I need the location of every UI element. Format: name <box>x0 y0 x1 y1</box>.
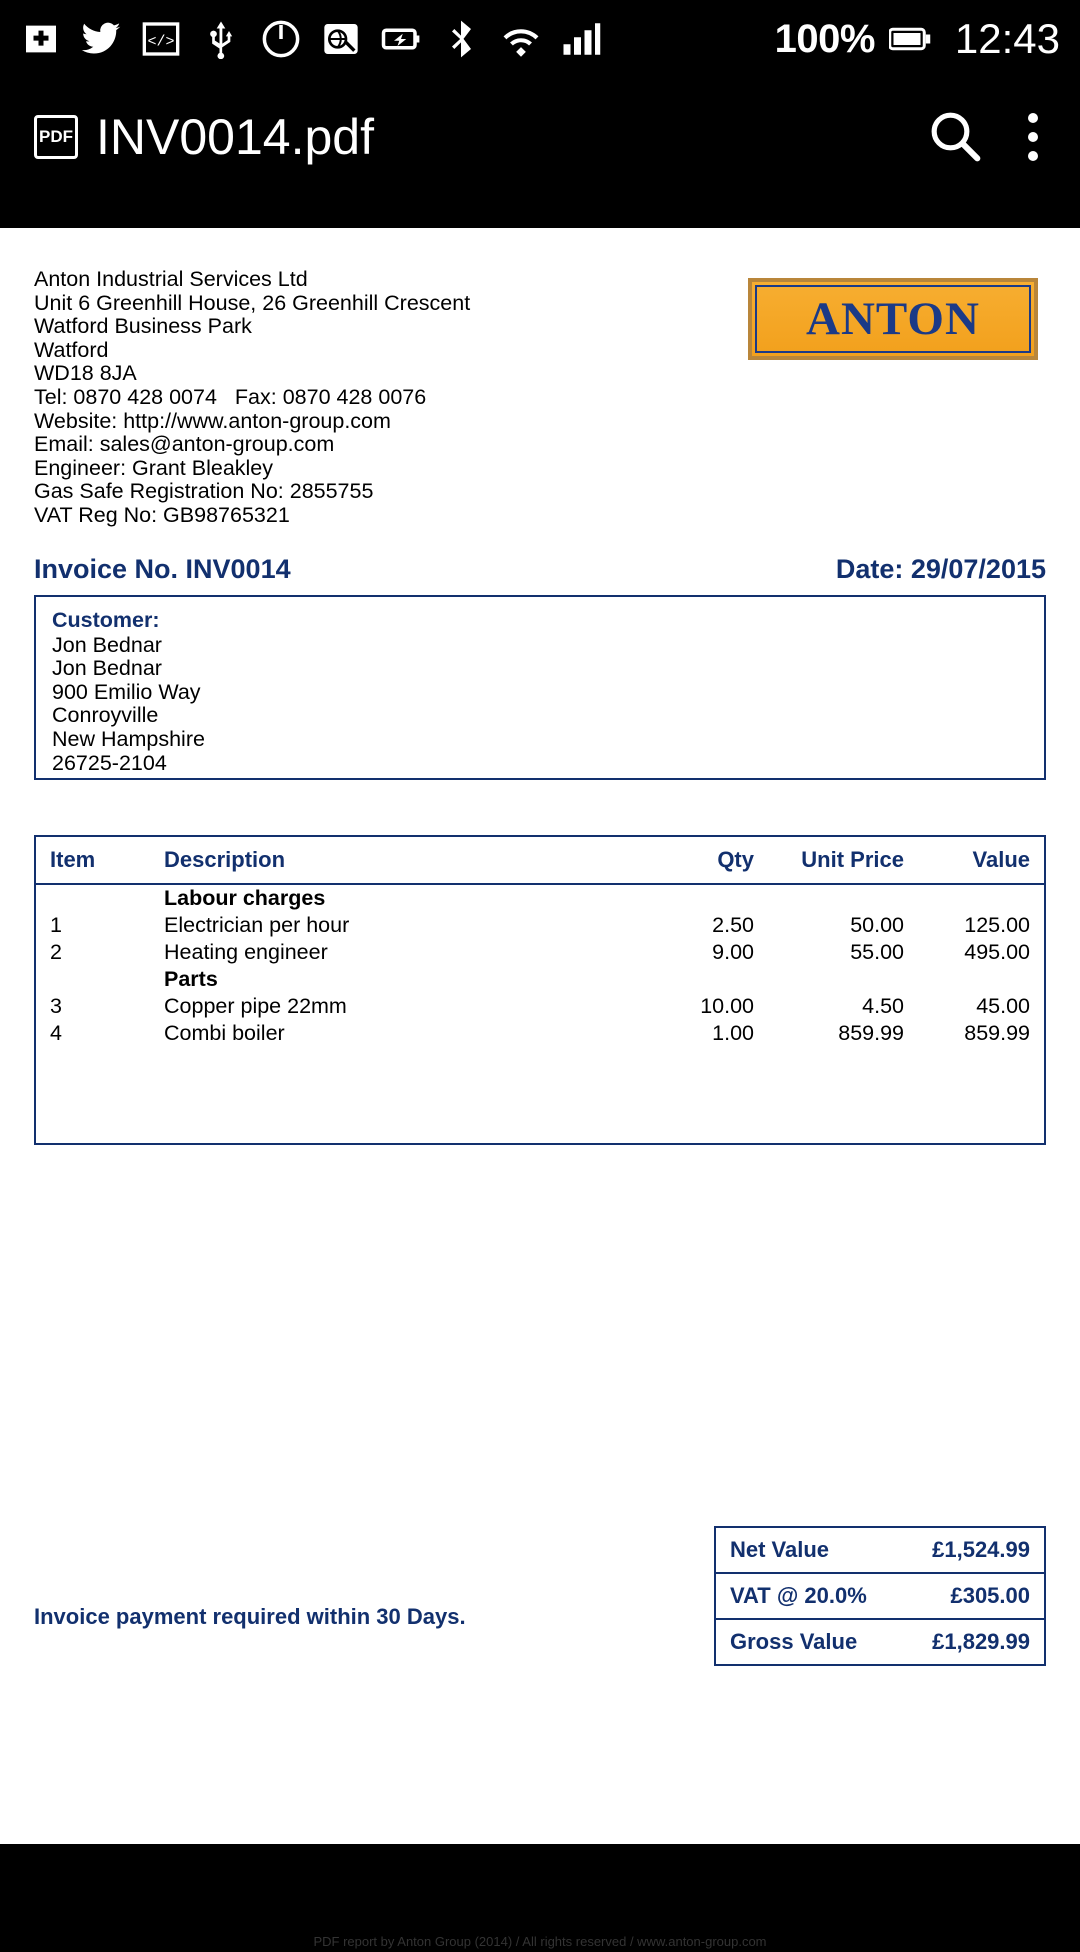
cell-unit-price: 55.00 <box>850 939 904 964</box>
cell-unit-price <box>754 966 910 993</box>
customer-box <box>34 595 1046 780</box>
customer-line: Jon Bednar <box>52 656 162 681</box>
cell-description: Electrician per hour <box>164 912 350 937</box>
cell-item: 4 <box>50 1020 62 1045</box>
total-label: VAT @ 20.0% <box>730 1583 867 1608</box>
cell-qty <box>634 966 754 993</box>
company-postcode: WD18 8JA <box>34 361 137 386</box>
cell-description: Labour charges <box>164 885 326 910</box>
svg-text:</>: </> <box>147 33 175 51</box>
page-title: INV0014.pdf <box>96 109 374 165</box>
overflow-dot-1 <box>1028 113 1038 123</box>
document-header <box>34 268 1046 528</box>
col-header-item: Item <box>50 846 96 872</box>
total-row-gross <box>714 1618 1046 1666</box>
status-bar <box>0 0 1080 78</box>
company-fax: Fax: 0870 428 0076 <box>234 384 427 409</box>
customer-line: 900 Emilio Way <box>52 679 201 704</box>
battery-percent: 100% <box>774 16 875 61</box>
cell-description: Combi boiler <box>164 1020 285 1045</box>
cell-unit-price: 50.00 <box>850 912 904 937</box>
cell-value: 125.00 <box>964 912 1030 937</box>
total-row-net <box>714 1526 1046 1574</box>
cell-unit-price <box>754 884 910 912</box>
twitter-icon <box>80 18 122 60</box>
totals-block <box>714 1528 1046 1666</box>
cell-item: 1 <box>50 912 62 937</box>
battery-full-icon <box>889 18 931 60</box>
app-bar <box>0 78 1080 196</box>
overflow-dot-3 <box>1028 151 1038 161</box>
total-value: £1,829.99 <box>932 1629 1030 1654</box>
customer-line: Jon Bednar <box>52 632 162 657</box>
payment-terms: Invoice payment required within 30 Days. <box>34 1604 466 1629</box>
company-tel: Tel: 0870 428 0074 <box>34 384 217 409</box>
company-vat-reg: VAT Reg No: GB98765321 <box>34 502 290 527</box>
logo-text: ANTON <box>806 293 980 345</box>
cell-description: Parts <box>164 966 218 991</box>
cell-description: Heating engineer <box>164 939 328 964</box>
cell-value <box>910 966 1044 993</box>
col-header-value: Value <box>972 846 1030 872</box>
cell-unit-price: 859.99 <box>838 1020 904 1045</box>
invoice-number: Invoice No. INV0014 <box>34 553 291 584</box>
line-items-table <box>34 835 1046 1145</box>
globe-alert-icon <box>320 18 362 60</box>
cell-unit-price: 4.50 <box>862 993 904 1018</box>
cell-item: 3 <box>50 993 62 1018</box>
cell-value: 495.00 <box>964 939 1030 964</box>
document-footer: PDF report by Anton Group (2014) / All rights reserved / www.anton-group.com <box>313 1934 767 1949</box>
cell-qty: 10.00 <box>700 993 754 1018</box>
table-row <box>36 993 1044 1020</box>
company-address-1: Unit 6 Greenhill House, 26 Greenhill Crescent <box>34 290 471 315</box>
appbar-divider <box>0 196 1080 228</box>
company-website: Website: http://www.anton-group.com <box>34 408 391 433</box>
customer-line: 26725-2104 <box>52 750 167 775</box>
overflow-dot-2 <box>1028 132 1038 142</box>
status-clock: 12:43 <box>954 15 1060 62</box>
cell-item <box>36 884 110 912</box>
cell-qty: 9.00 <box>712 939 754 964</box>
cell-value: 859.99 <box>964 1020 1030 1045</box>
company-address-3: Watford <box>34 337 109 362</box>
cell-value <box>910 884 1044 912</box>
anton-logo <box>748 278 1038 360</box>
cell-value: 45.00 <box>976 993 1030 1018</box>
first-aid-icon <box>20 18 62 60</box>
col-header-qty: Qty <box>717 846 754 872</box>
company-engineer: Engineer: Grant Bleakley <box>34 455 274 480</box>
total-row-vat <box>714 1572 1046 1620</box>
signal-icon <box>560 18 602 60</box>
customer-label: Customer: <box>52 607 160 632</box>
table-row <box>36 966 1044 993</box>
table-row <box>36 939 1044 966</box>
invoice-date: Date: 29/07/2015 <box>835 553 1046 584</box>
usb-icon <box>200 18 242 60</box>
sync-icon <box>260 18 302 60</box>
pdf-page[interactable] <box>0 228 1080 1949</box>
bluetooth-icon <box>440 18 482 60</box>
table-row <box>36 884 1044 912</box>
customer-line: New Hampshire <box>52 726 205 751</box>
status-right <box>775 15 1060 63</box>
status-icons <box>20 18 775 60</box>
col-header-description: Description <box>164 846 286 872</box>
cell-qty <box>634 884 754 912</box>
total-value: £1,524.99 <box>932 1537 1030 1562</box>
wifi-icon <box>500 18 542 60</box>
cell-description: Copper pipe 22mm <box>164 993 347 1018</box>
company-address-2: Watford Business Park <box>34 314 252 339</box>
company-name: Anton Industrial Services Ltd <box>34 267 308 291</box>
total-value: £305.00 <box>950 1583 1030 1608</box>
table-header-row <box>36 837 1044 884</box>
total-label: Net Value <box>730 1537 830 1562</box>
more-vertical-icon[interactable] <box>1028 113 1038 161</box>
company-gas-safe: Gas Safe Registration No: 2855755 <box>34 479 374 504</box>
table-row <box>36 1020 1044 1047</box>
cell-qty: 2.50 <box>712 912 754 937</box>
company-tel-fax <box>34 386 470 410</box>
company-email: Email: sales@anton-group.com <box>34 432 335 457</box>
battery-saver-icon <box>380 18 422 60</box>
search-icon[interactable] <box>926 107 982 168</box>
code-icon <box>140 18 182 60</box>
customer-line: Conroyville <box>52 703 159 728</box>
col-header-unit-price: Unit Price <box>801 846 904 872</box>
cell-item: 2 <box>50 939 62 964</box>
pdf-file-icon: PDF <box>34 115 78 159</box>
cell-qty: 1.00 <box>712 1020 754 1045</box>
total-label: Gross Value <box>730 1629 858 1654</box>
invoice-header-row <box>34 554 1046 585</box>
table-row <box>36 912 1044 939</box>
cell-item <box>36 966 110 993</box>
company-details <box>34 268 470 528</box>
